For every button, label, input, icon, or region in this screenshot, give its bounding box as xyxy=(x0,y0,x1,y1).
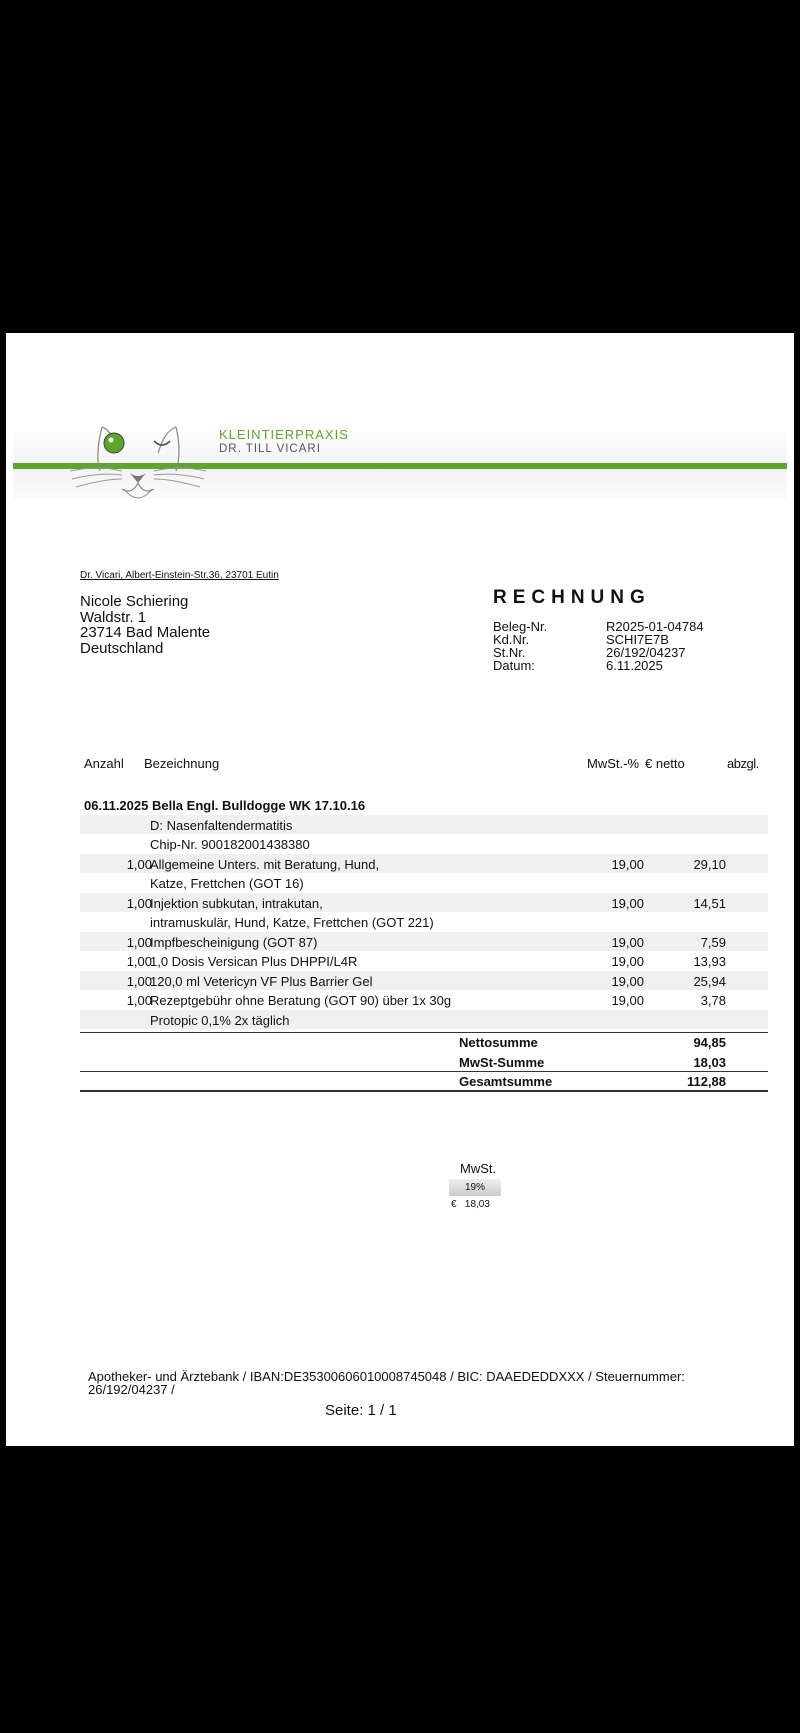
vat-currency: € xyxy=(451,1199,457,1210)
table-row xyxy=(80,951,768,971)
vat-summary-amount xyxy=(451,1199,490,1210)
row-vat: 19,00 xyxy=(611,895,644,911)
table-row xyxy=(80,893,768,913)
row-desc: 1,0 Dosis Versican Plus DHPPI/L4R xyxy=(150,954,358,969)
row-net: 29,10 xyxy=(693,856,726,872)
column-header-deducted: abzgl. xyxy=(727,756,759,771)
row-qty: 1,00 xyxy=(126,973,152,989)
footer-bank-details: Apotheker- und Ärztebank / IBAN:DE35300606010008745048 / BIC: DAAEDEDDXXX / Steuernummer: 26/192/04237 / xyxy=(88,1370,685,1397)
cat-logo-icon xyxy=(66,419,216,507)
row-net: 14,51 xyxy=(693,895,726,911)
row-desc: Protopic 0,1% 2x täglich xyxy=(150,1012,290,1028)
row-vat: 19,00 xyxy=(611,993,644,1008)
total-label: MwSt-Summe xyxy=(459,1054,545,1070)
meta-label: Datum: xyxy=(493,658,535,673)
table-row xyxy=(80,912,768,932)
meta-label: Beleg-Nr. xyxy=(493,619,548,634)
total-row-gross xyxy=(80,1071,768,1091)
column-header-desc: Bezeichnung xyxy=(144,756,220,771)
gross-total-top-rule xyxy=(80,1071,768,1072)
table-row xyxy=(80,971,768,991)
table-row xyxy=(80,932,768,952)
table-row xyxy=(80,1010,768,1030)
sender-address-line: Dr. Vicari, Albert-Einstein-Str.36, 23701 Eutin xyxy=(80,570,279,581)
total-label: Gesamtsumme xyxy=(459,1074,553,1089)
meta-value: 26/192/04237 xyxy=(606,645,686,660)
total-value: 112,88 xyxy=(686,1074,726,1089)
meta-row xyxy=(493,659,704,672)
column-header-net: € netto xyxy=(645,756,685,771)
vat-summary-label: MwSt. xyxy=(460,1161,497,1176)
meta-value: SCHI7E7B xyxy=(606,632,669,647)
recipient-address xyxy=(80,594,210,656)
row-desc: D: Nasenfaltendermatitis xyxy=(150,817,293,833)
brand-doctor: DR. TILL VICARI xyxy=(219,443,321,455)
total-row-vat xyxy=(80,1052,768,1072)
row-vat: 19,00 xyxy=(611,973,644,989)
table-row xyxy=(80,834,768,854)
row-net: 7,59 xyxy=(700,934,726,950)
row-net: 25,94 xyxy=(693,973,726,989)
meta-label: St.Nr. xyxy=(493,645,526,660)
invoice-meta xyxy=(493,620,704,672)
row-desc: Chip-Nr. 900182001438380 xyxy=(150,837,310,852)
invoice-page xyxy=(6,333,794,1446)
total-value: 18,03 xyxy=(693,1054,726,1070)
row-qty: 1,00 xyxy=(126,856,152,872)
row-vat: 19,00 xyxy=(611,954,644,969)
column-header-vat: MwSt.-% xyxy=(587,756,639,771)
table-row xyxy=(80,854,768,874)
row-qty: 1,00 xyxy=(126,954,152,969)
brand-name: KLEINTIERPRAXIS xyxy=(219,427,349,442)
row-qty: 1,00 xyxy=(126,993,152,1008)
total-value: 94,85 xyxy=(693,1035,726,1050)
row-qty: 1,00 xyxy=(126,895,152,911)
row-desc: Injektion subkutan, intrakutan, xyxy=(150,895,323,911)
row-desc: Katze, Frettchen (GOT 16) xyxy=(150,876,304,891)
total-label: Nettosumme xyxy=(459,1035,538,1050)
meta-value: 6.11.2025 xyxy=(606,658,663,673)
totals-block xyxy=(80,1032,768,1091)
table-row xyxy=(80,990,768,1010)
page-indicator: Seite: 1 / 1 xyxy=(325,1402,397,1419)
row-desc: Rezeptgebühr ohne Beratung (GOT 90) über 1x 30g xyxy=(150,993,452,1008)
section-heading: 06.11.2025 Bella Engl. Bulldogge WK 17.10.16 xyxy=(84,798,366,813)
meta-label: Kd.Nr. xyxy=(493,632,530,647)
row-qty: 1,00 xyxy=(126,934,152,950)
total-row-net xyxy=(80,1032,768,1052)
document-title: RECHNUNG xyxy=(493,587,651,608)
table-row xyxy=(80,873,768,893)
recipient-name: Nicole Schiering xyxy=(80,593,189,610)
row-vat: 19,00 xyxy=(611,934,644,950)
gross-total-bottom-rule xyxy=(80,1090,768,1092)
row-desc: Impfbescheinigung (GOT 87) xyxy=(150,934,318,950)
meta-value: R2025-01-04784 xyxy=(606,619,704,634)
row-desc: Allgemeine Unters. mit Beratung, Hund, xyxy=(150,856,380,872)
recipient-country: Deutschland xyxy=(80,639,164,657)
vat-summary-rate: 19% xyxy=(449,1179,501,1196)
section-heading-row xyxy=(80,795,768,815)
row-desc: intramuskulär, Hund, Katze, Frettchen (GOT 221) xyxy=(150,915,434,930)
column-header-qty: Anzahl xyxy=(84,756,124,771)
vat-amount: 18,03 xyxy=(464,1199,490,1210)
recipient-city: 23714 Bad Malente xyxy=(80,624,211,641)
recipient-street: Waldstr. 1 xyxy=(80,608,147,626)
row-vat: 19,00 xyxy=(611,856,644,872)
table-row xyxy=(80,815,768,835)
row-net: 13,93 xyxy=(693,954,726,969)
row-net: 3,78 xyxy=(700,993,726,1008)
row-desc: 120,0 ml Vetericyn VF Plus Barrier Gel xyxy=(150,973,373,989)
line-items-table xyxy=(80,795,768,1029)
